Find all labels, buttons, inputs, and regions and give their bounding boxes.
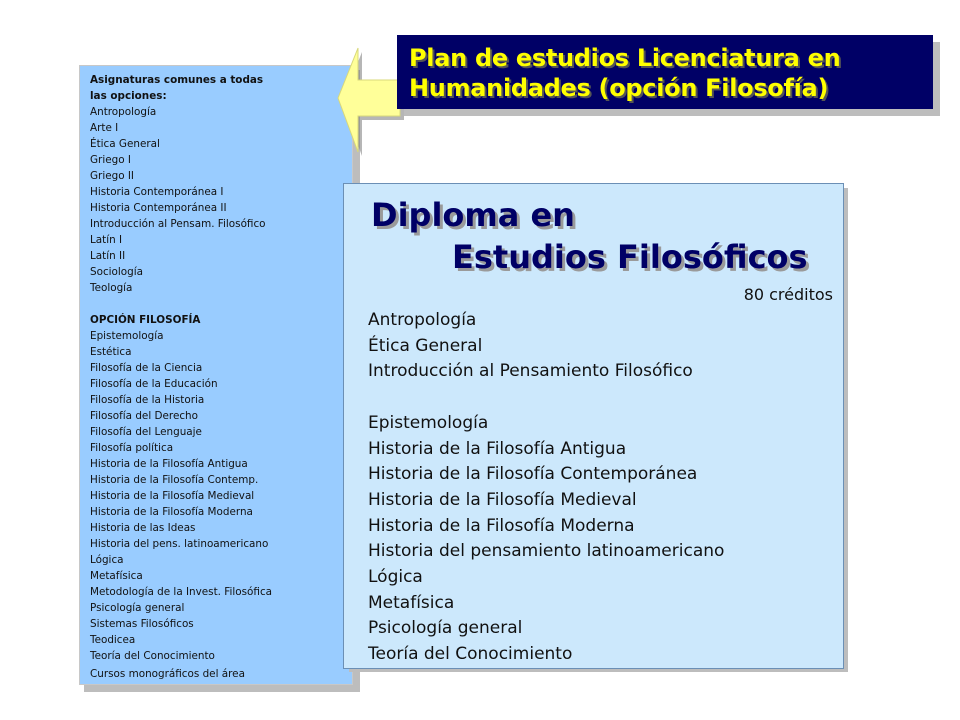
list-item: Teología [90,282,133,294]
list-item: Filosofía del Derecho [90,410,198,422]
spacer [368,385,724,411]
list-item: Estética [90,346,132,358]
list-item: Historia de las Ideas [90,522,196,534]
list-item: Historia de la Filosofía Moderna [90,506,253,518]
list-item: Historia de la Filosofía Contemp. [90,474,259,486]
list-item: Historia de la Filosofía Antigua [90,458,248,470]
page-title-line1: Plan de estudios Licenciatura en [409,44,841,72]
common-heading-line2: las opciones: [90,90,167,102]
list-item: Griego I [90,154,131,166]
list-item: Historia del pens. latinoamericano [90,538,269,550]
list-item: Psicología general [368,618,523,639]
diploma-course-list [368,308,724,668]
list-item: Arte I [90,122,119,134]
list-item: Antropología [368,310,477,330]
list-item: Teoría del Conocimiento [368,644,573,665]
list-item: Griego II [90,170,134,182]
list-item: Lógica [368,567,423,588]
diploma-title-line2: Estudios Filosóficos [452,238,808,276]
list-item: Historia de la Filosofía Moderna [368,515,635,536]
footer-note: Cursos monográficos del área [90,668,245,680]
list-item: Ética General [368,335,483,356]
list-item: Teodicea [90,634,136,646]
course-list-panel [79,65,353,685]
list-item: Introducción al Pensam. Filosófico [90,218,266,230]
list-item: Sociología [90,266,144,278]
page-title-line2: Humanidades (opción Filosofía) [409,74,829,102]
list-item: Historia del pensamiento latinoamericano [368,541,725,562]
list-item: Metafísica [90,570,143,582]
list-item: Sistemas Filosóficos [90,618,194,630]
list-item: Filosofía de la Ciencia [90,362,203,374]
list-item: Filosofía de la Educación [90,378,218,390]
list-item: Introducción al Pensamiento Filosófico [368,361,693,382]
credits-label: 80 créditos [743,285,833,304]
list-item: Antropología [90,106,157,118]
list-item: Historia de la Filosofía Antigua [368,438,627,459]
list-item: Teoría del Conocimiento [90,650,215,662]
diploma-panel [343,183,844,669]
title-banner [397,35,933,109]
list-item: Historia de la Filosofía Contemporánea [368,464,698,485]
list-item: Historia de la Filosofía Medieval [90,490,255,502]
list-item: Historia de la Filosofía Medieval [368,489,637,510]
list-item: Epistemología [368,412,489,433]
list-item: Lógica [90,554,124,566]
common-heading-line1: Asignaturas comunes a todas [90,74,264,86]
option-heading: OPCIÓN FILOSOFÍA [90,314,201,326]
list-item: Psicología general [90,602,185,614]
spacer [90,296,352,312]
list-item: Historia Contemporánea II [90,202,227,214]
list-item: Filosofía de la Historia [90,394,205,406]
list-item: Latín II [90,250,126,262]
list-item: Metodología de la Invest. Filosófica [90,586,273,598]
list-item: Filosofía política [90,442,174,454]
list-item: Latín I [90,234,123,246]
list-item: Filosofía del Lenguaje [90,426,202,438]
diploma-title-line1: Diploma en [371,196,575,234]
list-item: Epistemología [90,330,164,342]
list-item: Historia Contemporánea I [90,186,224,198]
list-item: Metafísica [368,592,455,613]
list-item: Ética General [90,138,160,150]
